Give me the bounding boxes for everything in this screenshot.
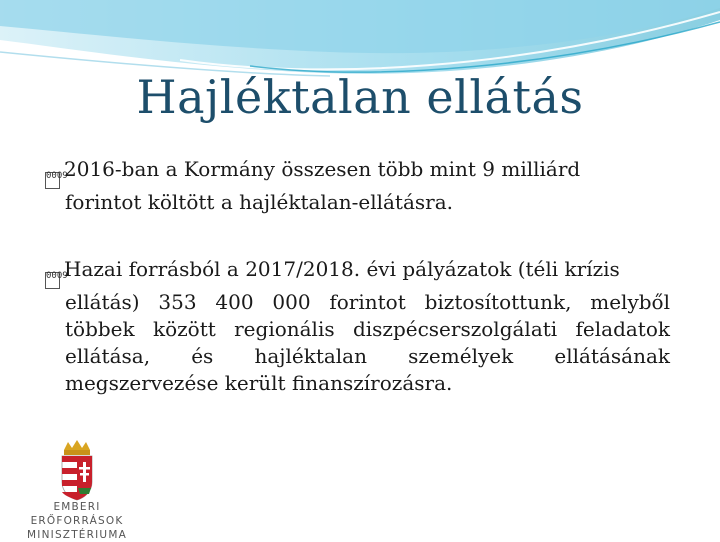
paragraph-1-first-line: 2016-ban a Kormány összesen több mint 9 milliárd (64, 157, 581, 181)
bullet-icon: 0009 (45, 272, 60, 289)
ministry-name-line1: EMBERI ERŐFORRÁSOK (30, 501, 124, 527)
paragraph-2-rest: ellátás) 353 400 000 forintot biztosítottunk, melyből többek között regionális diszpécserszolgálati feladatok ellátása, és hajléktalan személyek ellátásának megszervezése került finanszírozásra. (65, 290, 670, 395)
paragraph-2 (45, 256, 670, 397)
paragraph-1-rest: forintot költött a hajléktalan-ellátásra. (65, 190, 453, 214)
ministry-name (12, 500, 142, 542)
slide-title: Hajléktalan ellátás (136, 70, 584, 124)
paragraph-1 (45, 156, 670, 216)
paragraph-2-first-line: Hazai forrásból a 2017/2018. évi pályázatok (téli krízis (64, 257, 620, 281)
ministry-name-line2: MINISZTÉRIUMA (27, 529, 127, 541)
bullet-icon: 0009 (45, 172, 60, 189)
